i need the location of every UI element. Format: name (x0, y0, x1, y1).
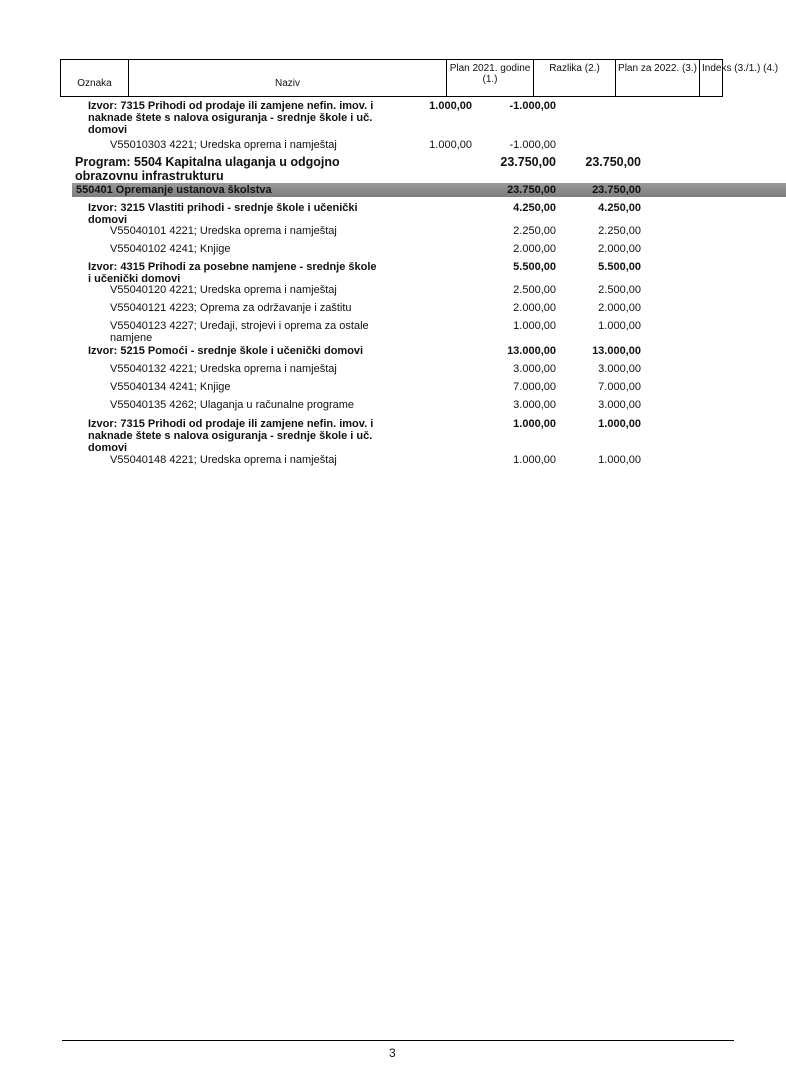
col-naziv: Naziv (128, 60, 446, 96)
cell-plan-2022: 2.500,00 (598, 284, 641, 296)
cell-plan-2022: 3.000,00 (598, 399, 641, 411)
cell-plan-2021: 1.000,00 (429, 100, 472, 112)
cell-razlika: 3.000,00 (513, 363, 556, 375)
cell-plan-2022: 1.000,00 (598, 454, 641, 466)
cell-plan-2022: 23.750,00 (585, 155, 641, 169)
cell-plan-2021: 1.000,00 (429, 139, 472, 151)
cell-plan-2022: 13.000,00 (592, 345, 641, 357)
document-page: Oznaka Naziv Plan 2021. godine (1.) Razlika (2.) Plan za 2022. (3.) Indeks (3./1.) (4.) Izvor: 7315 Prihodi od prodaje ili zamjene nefin. imov. i naknade štete s nalova osiguranja - srednje škole i uč. domovi 1.000,00 -1.000,00 V55010303 4221; Uredska oprema i namještaj 1.000,00 -1.000,00 Program: 5504 Kapitalna ulaganja u odgojno obrazovnu infrastrukturu 23.750,00 23.750,00 550401 Opremanje ustanova školstva 23.750,00 23.750,00 Izvor: 3215 Vlastiti prihodi - srednje škole i učenički domovi 4.250,00 4.250,00 V55040101 4221; Uredska oprema i namještaj 2.250,00 2.250,00 V55040102 4241; Knjige 2.000,00 2.000,00 Izvor: 4315 Prihodi za posebne namjene - srednje škole i učenički domovi 5.500,00 5.500,00 V55040120 4221; Uredska oprema i namještaj 2.500,00 2.500,00 V55040121 4223; Oprema za održavanje i zaštitu 2.000,00 2.000,00 V55040123 4227; Uređaji, strojevi i oprema za ostale namjene 1.000,00 1.000,00 Izvor: 5215 Pomoći - srednje škole i učenički domovi 13.000,00 13.000,00 V55040132 4221; Uredska oprema i namještaj 3.000,00 3.000,00 V55040134 4241; Knjige 7.000,00 7.000,00 V55040135 4262; Ulaganja u računalne programe 3.000,00 3.000,00 Izvor: 7315 Prihodi od prodaje ili zamjene nefin. imov. i naknade štete s nalova osiguranja - srednje škole i uč. domovi 1.000,00 1.000,00 V55040148 4221; Uredska oprema i namještaj 1.000,00 1.000,00 3 (0, 0, 786, 1080)
cell-plan-2022: 7.000,00 (598, 381, 641, 393)
cell-razlika: 23.750,00 (507, 184, 556, 196)
cell-razlika: 4.250,00 (513, 202, 556, 214)
page-number: 3 (389, 1046, 396, 1060)
cell-razlika: 2.500,00 (513, 284, 556, 296)
cell-razlika: 1.000,00 (513, 320, 556, 332)
footer-divider (62, 1040, 734, 1041)
cell-plan-2022: 4.250,00 (598, 202, 641, 214)
col-razlika: Razlika (2.) (533, 60, 615, 96)
col-oznaka: Oznaka (77, 77, 112, 89)
cell-razlika: 1.000,00 (513, 418, 556, 430)
cell-plan-2022: 2.000,00 (598, 302, 641, 314)
col-plan-2022: Plan za 2022. (3.) (615, 60, 699, 96)
cell-plan-2022: 23.750,00 (592, 184, 641, 196)
cell-plan-2022: 1.000,00 (598, 320, 641, 332)
cell-plan-2022: 5.500,00 (598, 261, 641, 273)
cell-plan-2022: 2.250,00 (598, 225, 641, 237)
table-header (60, 59, 779, 97)
col-indeks: Indeks (3./1.) (4.) (699, 60, 722, 96)
cell-razlika: 2.000,00 (513, 302, 556, 314)
cell-plan-2022: 2.000,00 (598, 243, 641, 255)
cell-razlika: 23.750,00 (500, 155, 556, 169)
col-plan-2021: Plan 2021. godine (1.) (446, 60, 533, 96)
cell-razlika: -1.000,00 (509, 100, 556, 112)
cell-razlika: 2.000,00 (513, 243, 556, 255)
cell-razlika: 3.000,00 (513, 399, 556, 411)
cell-plan-2022: 3.000,00 (598, 363, 641, 375)
cell-plan-2022: 1.000,00 (598, 418, 641, 430)
cell-razlika: 5.500,00 (513, 261, 556, 273)
cell-razlika: 2.250,00 (513, 225, 556, 237)
cell-razlika: 13.000,00 (507, 345, 556, 357)
cell-razlika: 7.000,00 (513, 381, 556, 393)
cell-razlika: 1.000,00 (513, 454, 556, 466)
cell-razlika: -1.000,00 (509, 139, 556, 151)
